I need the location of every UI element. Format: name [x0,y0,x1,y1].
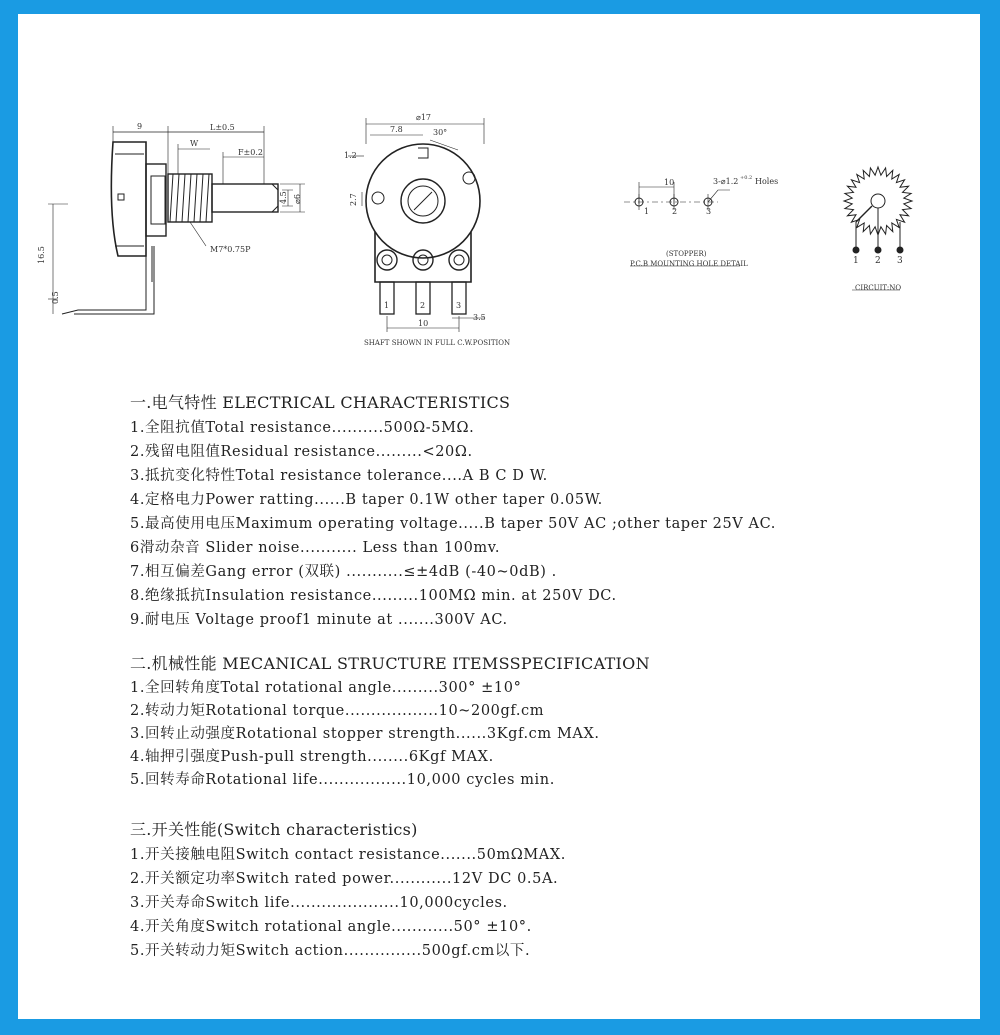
circuit-pin-2-label: 2 [875,256,881,266]
switch-line-3: 3.开关寿命Switch life.....................10,000cycles. [130,895,508,911]
mechanical-line-2: 2.转动力矩Rotational torque..................10~200gf.cm [130,703,545,719]
datasheet-page [18,14,980,1019]
mechanical-line-4: 4.轴押引强度Push-pull strength........6Kgf MAX. [130,749,494,765]
dim-2-7-label: 2.7 [349,193,358,206]
switch-heading: 三.开关性能(Switch characteristics) [130,820,418,839]
dim-6-label: ⌀6 [293,194,302,204]
front-view-caption: SHAFT SHOWN IN FULL C.W.POSITION [364,339,511,347]
pcb-stopper-label: (STOPPER) [666,250,707,258]
side-view-drawing [48,126,305,314]
switch-line-2: 2.开关额定功率Switch rated power............12V DC 0.5A. [130,871,559,887]
pin-2-label: 2 [420,301,426,310]
dim-1-2-label: 1.2 [344,151,357,160]
dim-w-label: W [190,139,199,148]
circuit-pin-1-label: 1 [853,256,859,266]
front-view-drawing [348,118,484,332]
electrical-line-3: 3.抵抗变化特性Total resistance tolerance....A B C D W. [130,468,548,484]
dim-30-label: 30° [433,128,448,137]
thread-label: M7*0.75P [210,245,251,254]
switch-line-4: 4.开关角度Switch rotational angle............50° ±10°. [130,919,532,935]
dim-17-label: ⌀17 [416,113,431,122]
dim-9-label: 9 [137,122,143,131]
pin-1-label: 1 [384,301,390,310]
switch-line-5: 5.开关转动力矩Switch action...............500gf.cm以下. [130,943,531,959]
mechanical-line-5: 5.回转寿命Rotational life.................10,000 cycles min. [130,772,555,788]
circuit-pin-3-label: 3 [897,256,903,266]
technical-drawing [18,14,980,354]
electrical-line-6: 6滑动杂音 Slider noise........... Less than 100mv. [130,540,501,556]
electrical-line-2: 2.残留电阻值Residual resistance.........<20Ω. [130,444,473,460]
dim-f-label: F±0.2 [238,148,263,157]
mechanical-heading: 二.机械性能 MECANICAL STRUCTURE ITEMSSPECIFICATION [130,654,650,673]
circuit-caption: CIRCUIT:NO [855,284,902,292]
mechanical-line-3: 3.回转止动强度Rotational stopper strength......3Kgf.cm MAX. [130,726,600,742]
dim-3-5-label: 3.5 [473,313,486,322]
circuit-symbol-drawing [844,167,912,290]
electrical-heading: 一.电气特性 ELECTRICAL CHARACTERISTICS [130,393,511,412]
pcb-pin-1-label: 1 [644,207,650,216]
switch-line-1: 1.开关接触电阻Switch contact resistance.......50mΩMAX. [130,847,567,863]
electrical-line-8: 8.绝缘抵抗Insulation resistance.........100MΩ min. at 250V DC. [130,588,617,604]
electrical-line-7: 7.相互偏差Gang error (双联) ...........≤±4dB (-40~0dB) . [130,564,557,580]
dim-0-5-label: 0.5 [51,291,60,304]
dim-10-label: 10 [418,319,429,328]
pin-3-label: 3 [456,301,462,310]
pcb-pin-2-label: 2 [672,207,678,216]
dim-l-label: L±0.5 [210,123,235,132]
dim-4-5-label: 4.5 [279,191,288,204]
pcb-holes-suffix: Holes [755,177,779,186]
pcb-dim-10-label: 10 [664,178,675,187]
pcb-holes-label: 3-⌀1.2 [713,177,739,186]
electrical-line-9: 9.耐电压 Voltage proof1 minute at .......300V AC. [130,612,508,628]
pcb-tolerance-label: +0.2 [740,175,753,181]
pcb-caption: P.C.B MOUNTING HOLE DETAIL [630,260,748,268]
mechanical-line-1: 1.全回转角度Total rotational angle.........300° ±10° [130,680,522,696]
electrical-line-4: 4.定格电力Power ratting......B taper 0.1W other taper 0.05W. [130,492,603,508]
electrical-line-1: 1.全阻抗值Total resistance..........500Ω-5MΩ. [130,420,475,436]
dim-16-5-label: 16.5 [37,246,46,264]
dim-7-8-label: 7.8 [390,125,403,134]
electrical-line-5: 5.最高使用电压Maximum operating voltage.....B taper 50V AC ;other taper 25V AC. [130,516,777,532]
pcb-pin-3-label: 3 [706,207,712,216]
